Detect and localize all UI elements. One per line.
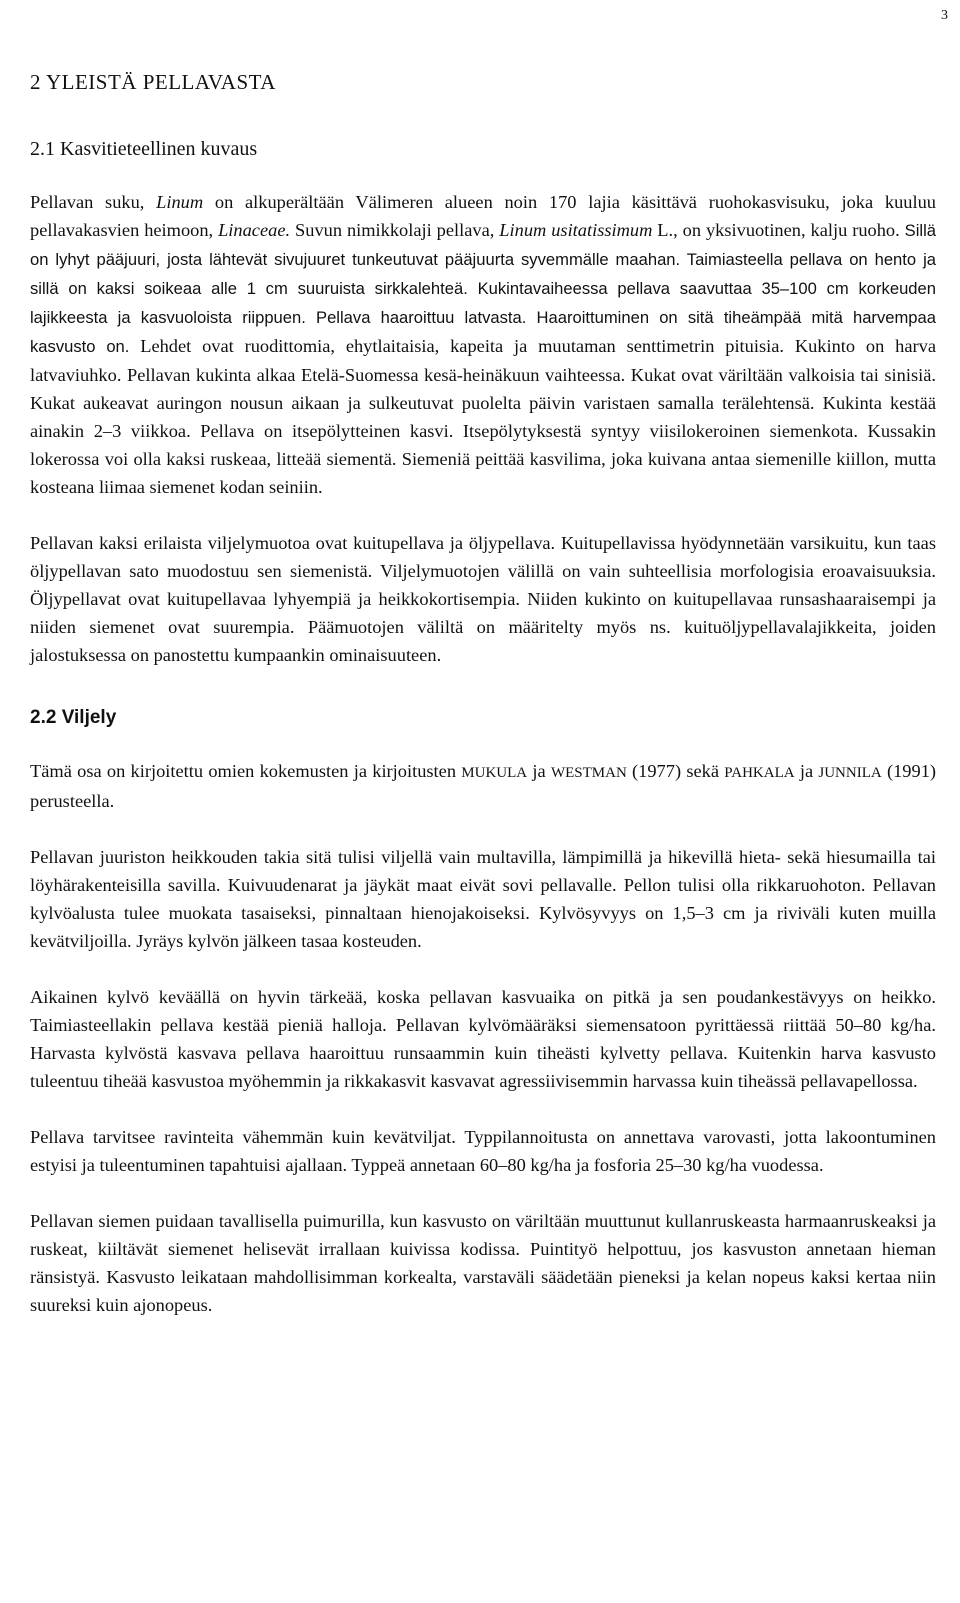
section-title-2-2: 2.2 Viljely xyxy=(30,707,117,728)
section-2-2-paragraph-2: Pellavan juuriston heikkouden takia sitä tulisi viljellä vain multavilla, lämpimillä ja hikevillä hieta- sekä hiesumailla tai löyhärakenteisilla savilla. Kuivuudenarat ja jäykät maat eivät sovi pellavalle. Pellon tulisi olla rikkaruohoton. Pellavan kylvöalusta tulee muokata tasaiseksi, pinnaltaan hienojakoiseksi. Kylvösyvyys on 1,5–3 cm ja riviväli kuten muilla kevätviljoilla. Jyräys kylvön jälkeen tasaa kosteuden. xyxy=(30,847,936,951)
page-number: 3 xyxy=(941,8,948,23)
author-junnila: JUNNILA xyxy=(818,765,882,781)
author-westman: WESTMAN xyxy=(550,765,627,781)
author-mukula: MUKULA xyxy=(461,765,528,781)
author-pahkala: PAHKALA xyxy=(724,765,795,781)
species-name: Linum usitatissimum xyxy=(499,220,653,240)
section-2-2-paragraph-1: Tämä osa on kirjoitettu omien kokemusten ja kirjoitusten MUKULA ja WESTMAN (1977) sekä PAHKALA ja JUNNILA (1991) perusteella. xyxy=(30,761,937,811)
section-2-1-paragraph-1: Pellavan suku, Linum on alkuperältään Välimeren alueen noin 170 lajia käsittävä ruohokasvisuku, joka kuuluu pellavakasvien heimoon, Linaceae. Suvun nimikkolaji pellava, Linum usitatissimum L., on yksivuotinen, kalju ruoho. Sillä on lyhyt pääjuuri, josta lähtevät sivujuuret tunkeutuvat pääjuurta syvemmälle maahan. Taimiasteella pellava on hento ja sillä on kaksi soikeaa alle 1 cm suuruista sirkkalehteä. Kukintavaiheessa pellava saavuttaa 35–100 cm korkeuden lajikkeesta ja kasvuoloista riippuen. Pellava haaroittuu latvasta. Haaroittuminen on sitä tiheämpää mitä harvempaa kasvusto on. Lehdet ovat ruodittomia, ehytlaitaisia, kapeita ja muutaman senttimetrin pituisia. Kukinto on harva latvaviuhko. Pellavan kukinta alkaa Etelä-Suomessa kesä-heinäkuun vaihteessa. Kukat ovat väriltään valkoisia tai sinisiä. Kukat aukeavat auringon nousun aikaan ja sulkeutuvat puolelta päivin varistaen samalla terälehtensä. Kukinta kestää ainakin 2–3 viikkoa. Pellava on itsepölytteinen kasvi. Itsepölytyksestä syntyy viisilokeroinen siemenkota. Kussakin lokerossa voi olla kaksi ruskeaa, litteää siementä. Siemeniä peittää kasvilima, joka kuivana antaa siemenille kiillon, mutta kosteana liimaa siemenet kodan seiniin. xyxy=(30,192,936,497)
section-2-2-paragraph-4: Pellava tarvitsee ravinteita vähemmän kuin kevätviljat. Typpilannoitusta on annettava varovasti, jotta lakoontuminen estyisi ja tuleentuminen tapahtuisi ajallaan. Typpeä annetaan 60–80 kg/ha ja fosforia 25–30 kg/ha vuodessa. xyxy=(30,1127,936,1175)
family-name: Linaceae. xyxy=(218,220,291,240)
section-2-2-paragraph-3: Aikainen kylvö keväällä on hyvin tärkeää, koska pellavan kasvuaika on pitkä ja sen poudankestävyys on heikko. Taimiasteellakin pellava kestää pieniä halloja. Pellavan kylvömääräksi siemensatoon pyrittäessä riittää 50–80 kg/ha. Harvasta kylvöstä kasvava pellava haaroittuu runsaammin kuin tiheästi kylvetty pellava. Kuitenkin harva kasvusto tuleentuu tiheää kasvustoa myöhemmin ja rikkakasvit kasvavat agressiivisemmin harvassa kuin tiheässä pellavapellossa. xyxy=(30,987,936,1091)
genus-name: Linum xyxy=(156,192,204,212)
page-content xyxy=(30,62,936,1319)
section-title-2-1: 2.1 Kasvitieteellinen kuvaus xyxy=(30,138,258,160)
section-2-1-paragraph-2: Pellavan kaksi erilaista viljelymuotoa ovat kuitupellava ja öljypellava. Kuitupellavissa hyödynnetään varsikuitu, kun taas öljypellavan sato muodostuu sen siemenistä. Viljelymuotojen välillä on vain suhteellisia morfologisia eroavaisuuksia. Öljypellavat ovat kuitupellavaa lyhyempiä ja heikkokortisempia. Niiden kukinto on kuitupellavaa runsashaaraisempi ja niiden siemenet ovat suurempia. Päämuotojen väliltä on määritelty myös ns. kuituöljypellavalajikkeita, joiden jalostuksessa on panostettu kumpaankin ominaisuuteen. xyxy=(30,533,936,665)
section-2-2-paragraph-5: Pellavan siemen puidaan tavallisella puimurilla, kun kasvusto on väriltään muuttunut kullanruskeasta harmaanruskeaksi ja ruskeat, kiiltävät siemenet helisevät irrallaan kuivissa kodissa. Puintityö helpottuu, jos kasvuston annetaan hieman ränsistyä. Kasvusto leikataan mahdollisimman korkealta, varstaväli säädetään pieneksi ja kelan nopeus kaksi kertaa niin suureksi kuin ajonopeus. xyxy=(30,1211,936,1315)
chapter-title: 2 YLEISTÄ PELLAVASTA xyxy=(30,70,276,94)
